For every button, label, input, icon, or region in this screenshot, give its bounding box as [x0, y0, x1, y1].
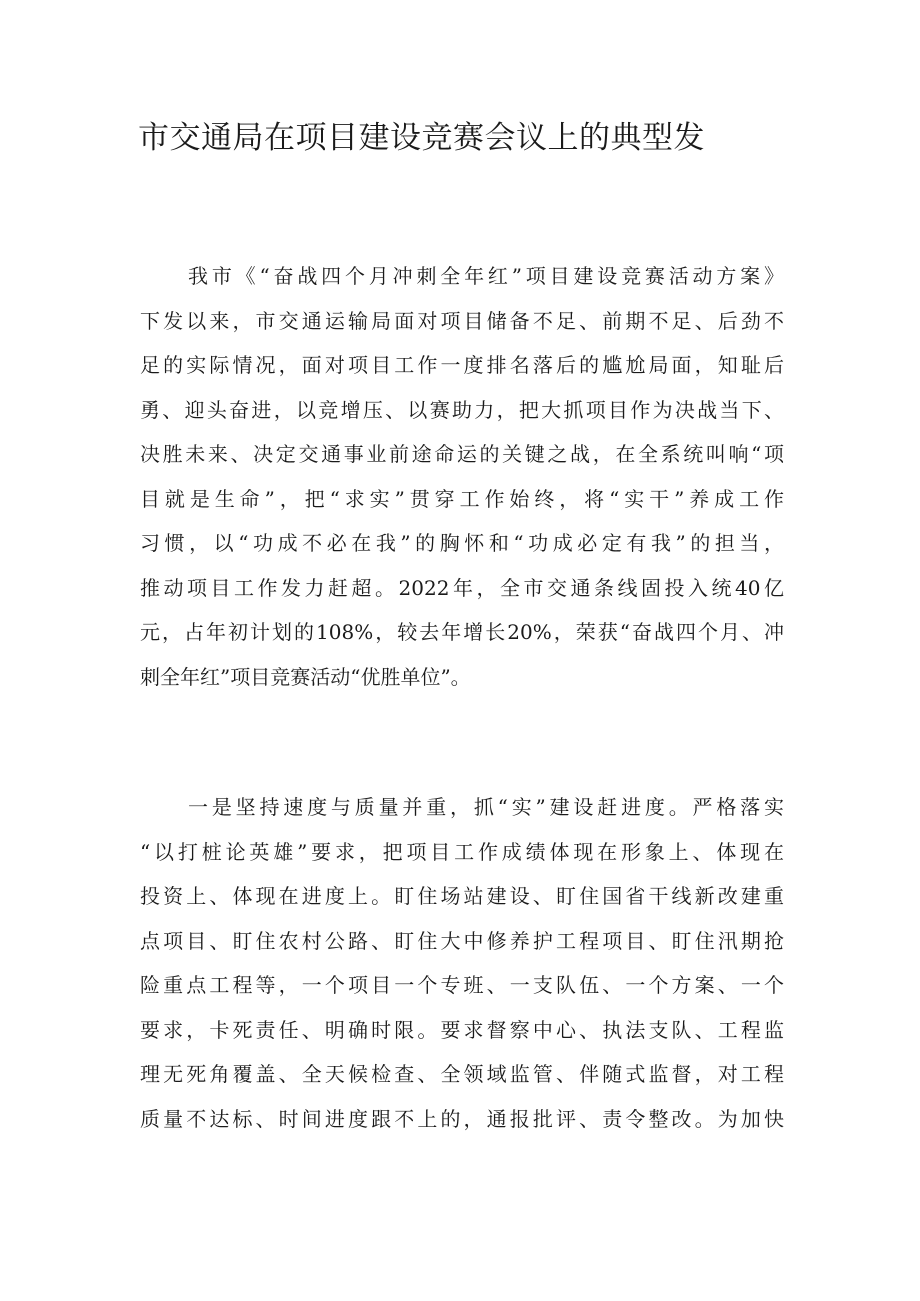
paragraph-line: 质量不达标、时间进度跟不上的，通报批评、责令整改。为加快: [140, 1106, 784, 1131]
paragraph-line: 下发以来，市交通运输局面对项目储备不足、前期不足、后劲不: [140, 308, 784, 333]
paragraph-line: 习惯，以“功成不必在我”的胸怀和“功成必定有我”的担当，: [140, 531, 784, 555]
paragraph-line: “以打桩论英雄”要求，把项目工作成绩体现在形象上、体现在: [140, 839, 784, 864]
paragraph-line: 一是坚持速度与质量并重，抓“实”建设赶进度。严格落实: [188, 795, 784, 819]
paragraph-line: 理无死角覆盖、全天候检查、全领域监管、伴随式监督，对工程: [140, 1062, 784, 1086]
paragraph-point-one: [140, 785, 784, 1141]
paragraph-line: 要求，卡死责任、明确时限。要求督察中心、执法支队、工程监: [140, 1017, 784, 1042]
paragraph-line: 勇、迎头奋进，以竞增压、以赛助力，把大抓项目作为决战当下、: [140, 397, 784, 422]
paragraph-line: 决胜未来、决定交通事业前途命运的关键之战，在全系统叫响“项: [140, 442, 784, 466]
paragraph-line: 元，占年初计划的108%，较去年增长20%，荣获“奋战四个月、冲: [140, 620, 784, 644]
document-title: 市交通局在项目建设竞赛会议上的典型发: [138, 120, 705, 156]
paragraph-line: 足的实际情况，面对项目工作一度排名落后的尴尬局面，知耻后: [140, 353, 784, 377]
paragraph-line: 点项目、盯住农村公路、盯住大中修养护工程项目、盯住汛期抢: [140, 928, 784, 953]
paragraph-line: 目就是生命”，把“求实”贯穿工作始终，将“实干”养成工作: [140, 486, 784, 511]
paragraph-line: 投资上、体现在进度上。盯住场站建设、盯住国省干线新改建重: [140, 884, 784, 908]
paragraph-line: 刺全年红”项目竞赛活动“优胜单位”。: [140, 664, 471, 689]
paragraph-line: 险重点工程等，一个项目一个专班、一支队伍、一个方案、一个: [140, 973, 784, 997]
paragraph-line: 推动项目工作发力赶超。2022年，全市交通条线固投入统40亿: [140, 575, 784, 600]
paragraph-line: 我市《“奋战四个月冲刺全年红”项目建设竞赛活动方案》: [188, 264, 784, 288]
paragraph-intro: [140, 254, 784, 699]
